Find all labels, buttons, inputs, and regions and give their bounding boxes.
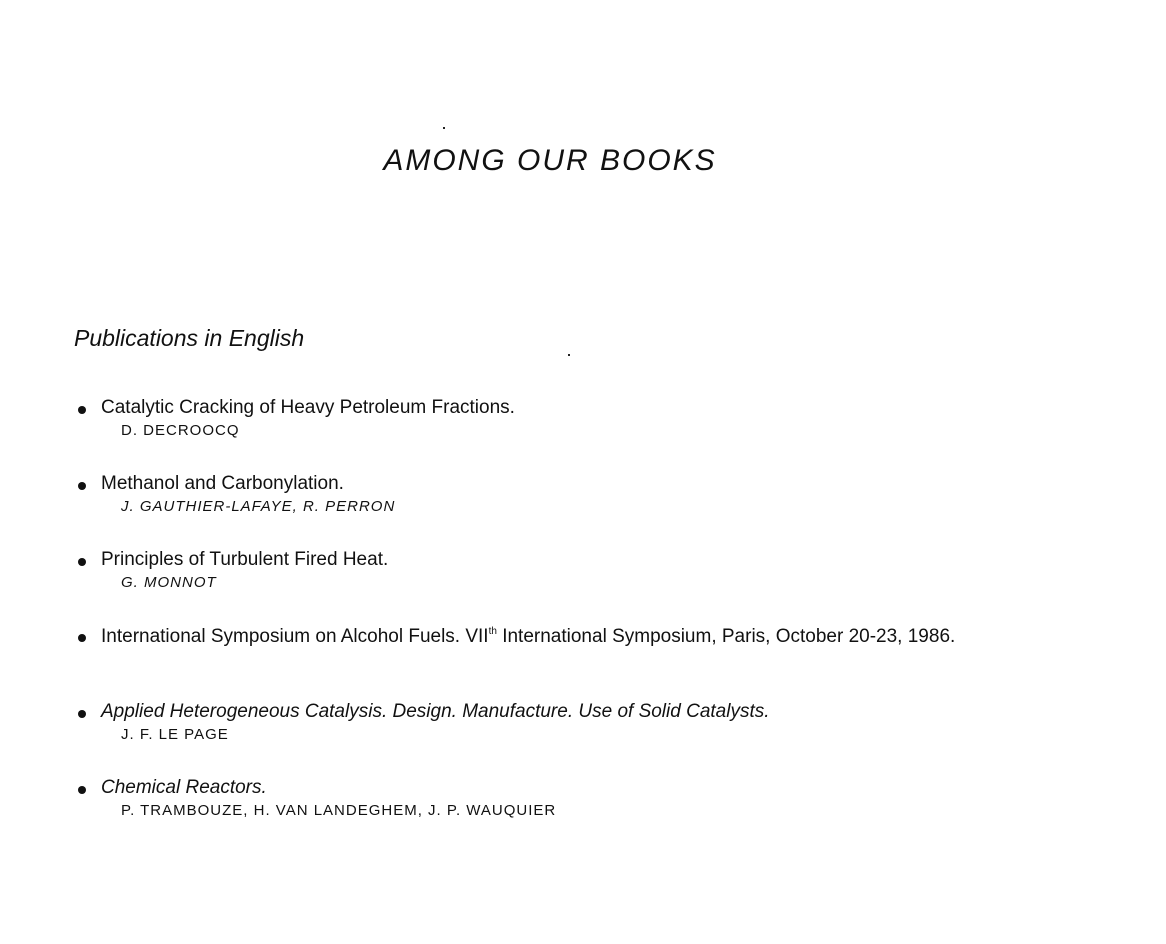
bullet-icon bbox=[78, 482, 86, 490]
book-authors: P. TRAMBOUZE, H. VAN LANDEGHEM, J. P. WAUQUIER bbox=[121, 802, 557, 819]
book-title: Methanol and Carbonylation. bbox=[101, 473, 344, 494]
book-title bbox=[101, 624, 1034, 649]
book-title-part2: International Symposium, Paris, October 20-23, 1986. bbox=[496, 626, 956, 647]
book-authors: J. GAUTHIER-LAFAYE, R. PERRON bbox=[121, 498, 396, 515]
book-title: Applied Heterogeneous Catalysis. Design. Manufacture. Use of Solid Catalysts. bbox=[101, 701, 770, 722]
bullet-icon bbox=[78, 710, 86, 718]
scan-speck bbox=[568, 354, 570, 356]
bullet-icon bbox=[78, 558, 86, 566]
bullet-icon bbox=[78, 634, 86, 642]
book-list bbox=[74, 396, 1034, 852]
book-title: Chemical Reactors. bbox=[101, 777, 267, 798]
book-title: Catalytic Cracking of Heavy Petroleum Fractions. bbox=[101, 397, 515, 418]
book-authors: D. DECROOCQ bbox=[121, 422, 240, 439]
book-item bbox=[74, 776, 1034, 852]
book-authors: G. MONNOT bbox=[121, 574, 217, 591]
bullet-icon bbox=[78, 406, 86, 414]
book-item bbox=[74, 472, 1034, 548]
book-title-superscript: th bbox=[488, 626, 497, 637]
book-item bbox=[74, 548, 1034, 624]
bullet-icon bbox=[78, 786, 86, 794]
book-authors: J. F. LE PAGE bbox=[121, 726, 229, 743]
book-item bbox=[74, 700, 1034, 776]
page-title: AMONG OUR BOOKS bbox=[383, 144, 717, 177]
book-title: Principles of Turbulent Fired Heat. bbox=[101, 549, 389, 570]
scan-speck bbox=[443, 127, 445, 129]
book-item bbox=[74, 624, 1034, 700]
section-heading: Publications in English bbox=[74, 325, 305, 351]
book-item bbox=[74, 396, 1034, 472]
book-title-part1: International Symposium on Alcohol Fuels. VII bbox=[101, 626, 489, 647]
